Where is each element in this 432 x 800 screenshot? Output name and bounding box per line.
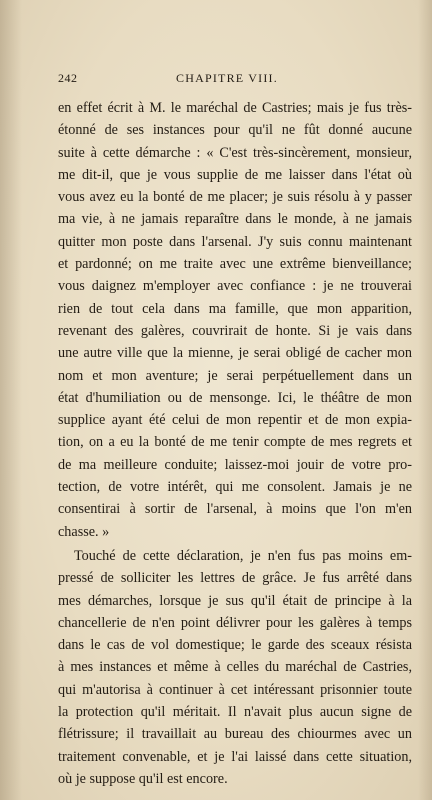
text-line: où je suppose qu'il est encore. [58, 770, 228, 787]
paragraph-1 [58, 97, 412, 543]
text-line: nom et mon aventure; je serai perpétuellement dans un [58, 367, 412, 384]
text-line: qui m'autorisa à continuer à cet intéressant prisonnier toute [58, 681, 412, 698]
text-line: chancellerie de n'en point délivrer pour les galères à temps [58, 614, 412, 631]
text-line: en effet écrit à M. le maréchal de Castries; mais je fus très- [58, 100, 412, 116]
text-line: flétrissure; il travaillait au bureau des chiourmes avec un [58, 726, 412, 743]
text-line: et pardonné; on me traite avec une extrême bienveillance; [58, 256, 412, 273]
text-line: vous daignez m'employer avec confiance : je ne trouverai [58, 278, 412, 295]
text-line: traitement convenable, et je l'ai laissé dans cette situation, [58, 748, 412, 765]
text-line: rien de tout cela dans ma famille, que mon apparition, [58, 300, 412, 317]
text-line: une autre ville que la mienne, je serai obligé de cacher mon [58, 345, 412, 362]
text-line: chasse. » [58, 523, 110, 540]
text-line: état d'humiliation ou de mensonge. Ici, le théâtre de mon [58, 389, 412, 406]
text-line: mes démarches, lorsque je sus qu'il était de principe à la [58, 592, 412, 609]
page-number: 242 [58, 71, 78, 85]
text-line: me dit-il, que je vous supplie de me laisser dans l'état où [58, 166, 412, 183]
text-line: revenant des galères, couvrirait de honte. Si je vais dans [58, 322, 412, 339]
text-line: tection, de votre intérêt, qui me consolent. Jamais je ne [58, 479, 412, 496]
text-line: de ma meilleure conduite; laissez-moi jouir de votre pro- [58, 456, 412, 473]
running-head [58, 71, 396, 87]
text-line: la protection qu'il méritait. Il n'avait plus aucun signe de [58, 704, 412, 721]
text-line: consentirai à sortir de l'arsenal, à moins que l'on m'en [58, 501, 412, 518]
text-line: quitter mon poste dans l'arsenal. J'y suis connu maintenant [58, 233, 412, 250]
text-line: ma vie, à ne jamais reparaître dans le monde, à ne jamais [58, 211, 412, 228]
body-text [58, 97, 412, 790]
text-line: à mes instances et même à celles du maréchal de Castries, [58, 659, 412, 676]
text-line: supplice ayant été celui de mon repentir et de mon expia- [58, 412, 412, 429]
paragraph-2 [58, 545, 412, 790]
text-line: vous avez eu la bonté de me placer; je suis résolu à y passer [58, 189, 412, 206]
text-line: suite à cette démarche : « C'est très-sincèrement, monsieur, [58, 144, 412, 161]
text-line: dans le cas de vol domestique; le garde des sceaux résista [58, 637, 412, 654]
text-line: étonné de ses instances pour qu'il ne fût donné aucune [58, 122, 412, 139]
chapter-title: CHAPITRE VIII. [176, 71, 278, 85]
text-line: tion, on a eu la bonté de me tenir compte de mes regrets et [58, 434, 412, 451]
text-line: pressé de solliciter les lettres de grâce. Je fus arrêté dans [58, 570, 412, 587]
text-line: Touché de cette déclaration, je n'en fus pas moins em- [74, 547, 412, 564]
